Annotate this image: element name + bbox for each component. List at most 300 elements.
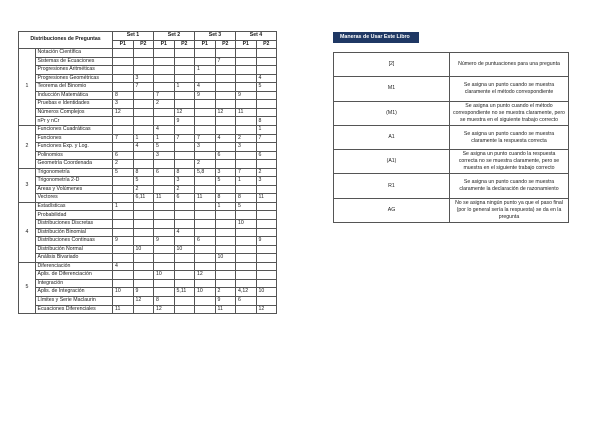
question-number-cell bbox=[195, 211, 216, 220]
question-number-cell bbox=[113, 220, 134, 229]
distribution-title: Distribuciones de Preguntas bbox=[19, 32, 113, 49]
question-number-cell bbox=[195, 117, 216, 126]
question-number-cell bbox=[174, 202, 195, 211]
table-row bbox=[19, 117, 277, 126]
question-number-cell bbox=[133, 305, 154, 314]
paper-2-header: P2 bbox=[215, 40, 236, 49]
question-number-cell bbox=[133, 279, 154, 288]
set-2-header: Set 2 bbox=[154, 32, 195, 41]
question-number-cell bbox=[133, 237, 154, 246]
table-row bbox=[19, 108, 277, 117]
topic-label: Teorema del Binomio bbox=[36, 83, 113, 92]
question-number-cell: 11 bbox=[236, 108, 257, 117]
question-number-cell bbox=[154, 220, 175, 229]
table-row bbox=[19, 185, 277, 194]
question-number-cell bbox=[113, 185, 134, 194]
question-number-cell: 7 bbox=[256, 134, 277, 143]
question-number-cell bbox=[236, 305, 257, 314]
table-row bbox=[19, 91, 277, 100]
question-number-cell bbox=[133, 100, 154, 109]
question-number-cell bbox=[154, 202, 175, 211]
question-number-cell bbox=[133, 262, 154, 271]
question-number-cell bbox=[154, 160, 175, 169]
table-row bbox=[19, 100, 277, 109]
table-row bbox=[19, 305, 277, 314]
question-number-cell bbox=[174, 143, 195, 152]
question-number-cell bbox=[133, 57, 154, 66]
question-number-cell bbox=[236, 151, 257, 160]
mark-code: R1 bbox=[334, 174, 450, 198]
question-number-cell: 2 bbox=[174, 185, 195, 194]
question-number-cell bbox=[113, 245, 134, 254]
topic-label: Aplis. de Integración bbox=[36, 288, 113, 297]
question-number-cell bbox=[113, 66, 134, 75]
table-row bbox=[19, 57, 277, 66]
question-number-cell bbox=[133, 126, 154, 135]
question-number-cell: 8 bbox=[174, 168, 195, 177]
table-row bbox=[19, 49, 277, 58]
topic-label: Ecuaciones Diferenciales bbox=[36, 305, 113, 314]
question-number-cell bbox=[236, 271, 257, 280]
question-number-cell: 2 bbox=[195, 160, 216, 169]
question-number-cell bbox=[195, 279, 216, 288]
question-number-cell: 4 bbox=[195, 83, 216, 92]
paper-1-header: P1 bbox=[236, 40, 257, 49]
question-number-cell bbox=[256, 91, 277, 100]
group-number: 3 bbox=[19, 168, 36, 202]
question-number-cell bbox=[215, 66, 236, 75]
guide-row bbox=[334, 125, 569, 149]
question-number-cell: 6 bbox=[154, 168, 175, 177]
question-number-cell bbox=[154, 57, 175, 66]
question-number-cell: 3 bbox=[236, 143, 257, 152]
question-number-cell: 8 bbox=[113, 91, 134, 100]
question-number-cell bbox=[215, 143, 236, 152]
question-number-cell: 2 bbox=[236, 134, 257, 143]
question-number-cell: 3 bbox=[195, 143, 216, 152]
question-number-cell bbox=[154, 74, 175, 83]
question-number-cell bbox=[174, 305, 195, 314]
question-number-cell: 5,11 bbox=[174, 288, 195, 297]
question-number-cell: 1 bbox=[256, 126, 277, 135]
question-number-cell: 6 bbox=[174, 194, 195, 203]
question-number-cell: 1 bbox=[133, 134, 154, 143]
question-number-cell bbox=[215, 185, 236, 194]
table-row bbox=[19, 228, 277, 237]
topic-label: Funciones bbox=[36, 134, 113, 143]
question-number-cell bbox=[154, 228, 175, 237]
question-number-cell bbox=[236, 279, 257, 288]
question-number-cell bbox=[195, 254, 216, 263]
table-row bbox=[19, 254, 277, 263]
question-number-cell: 1 bbox=[195, 66, 216, 75]
question-number-cell bbox=[256, 185, 277, 194]
question-number-cell: 7 bbox=[113, 134, 134, 143]
topic-label: Trigonometría bbox=[36, 168, 113, 177]
question-number-cell: 9 bbox=[113, 237, 134, 246]
question-number-cell bbox=[215, 117, 236, 126]
question-number-cell bbox=[174, 160, 195, 169]
question-number-cell bbox=[154, 288, 175, 297]
question-number-cell: 3 bbox=[133, 74, 154, 83]
question-number-cell: 4 bbox=[133, 143, 154, 152]
table-row bbox=[19, 66, 277, 75]
question-number-cell bbox=[236, 211, 257, 220]
question-number-cell bbox=[195, 177, 216, 186]
question-number-cell: 2 bbox=[215, 288, 236, 297]
question-number-cell bbox=[174, 91, 195, 100]
question-number-cell bbox=[174, 100, 195, 109]
question-number-cell bbox=[215, 49, 236, 58]
guide-row bbox=[334, 150, 569, 174]
question-number-cell bbox=[174, 271, 195, 280]
question-number-cell bbox=[215, 100, 236, 109]
table-row bbox=[19, 237, 277, 246]
question-number-cell bbox=[256, 245, 277, 254]
question-number-cell bbox=[256, 279, 277, 288]
question-number-cell bbox=[113, 271, 134, 280]
question-number-cell bbox=[133, 211, 154, 220]
topic-label: Análisis Bivariado bbox=[36, 254, 113, 263]
question-number-cell bbox=[215, 279, 236, 288]
question-number-cell bbox=[256, 254, 277, 263]
mark-code: (A1) bbox=[334, 150, 450, 174]
topic-label: Distribuciones Continuas bbox=[36, 237, 113, 246]
guide-title-banner: Maneras de Usar Este Libro bbox=[333, 32, 419, 43]
question-number-cell bbox=[195, 74, 216, 83]
question-number-cell: 3 bbox=[215, 168, 236, 177]
question-number-cell bbox=[256, 66, 277, 75]
question-number-cell: 9 bbox=[256, 237, 277, 246]
question-number-cell: 5 bbox=[133, 177, 154, 186]
question-number-cell: 5 bbox=[236, 202, 257, 211]
table-row bbox=[19, 202, 277, 211]
question-number-cell: 6 bbox=[256, 151, 277, 160]
question-number-cell: 3 bbox=[256, 177, 277, 186]
question-number-cell bbox=[256, 262, 277, 271]
question-number-cell: 9 bbox=[133, 288, 154, 297]
question-number-cell: 10 bbox=[256, 288, 277, 297]
topic-label: Distribuciones Discretas bbox=[36, 220, 113, 229]
question-number-cell: 6 bbox=[236, 296, 257, 305]
question-number-cell bbox=[256, 100, 277, 109]
question-number-cell bbox=[133, 91, 154, 100]
question-number-cell bbox=[236, 49, 257, 58]
question-number-cell: 11 bbox=[154, 194, 175, 203]
table-row bbox=[19, 271, 277, 280]
paper-2-header: P2 bbox=[133, 40, 154, 49]
question-number-cell bbox=[195, 108, 216, 117]
question-number-cell: 8 bbox=[256, 117, 277, 126]
question-number-cell: 10 bbox=[215, 254, 236, 263]
question-number-cell bbox=[256, 228, 277, 237]
topic-label: Inducción Matemática bbox=[36, 91, 113, 100]
mark-description: Se asigna un punto cuando se muestra claramente la respuesta correcta bbox=[450, 125, 569, 149]
question-number-cell bbox=[256, 49, 277, 58]
question-number-cell: 3 bbox=[174, 177, 195, 186]
question-number-cell bbox=[133, 151, 154, 160]
question-number-cell: 10 bbox=[195, 288, 216, 297]
table-row bbox=[19, 160, 277, 169]
question-number-cell bbox=[174, 211, 195, 220]
question-number-cell bbox=[174, 262, 195, 271]
question-number-cell: 12 bbox=[256, 305, 277, 314]
group-number: 2 bbox=[19, 126, 36, 169]
question-number-cell bbox=[113, 49, 134, 58]
question-number-cell bbox=[215, 126, 236, 135]
question-number-cell bbox=[154, 177, 175, 186]
question-number-cell bbox=[133, 117, 154, 126]
question-distribution-table bbox=[18, 31, 277, 314]
question-number-cell bbox=[256, 160, 277, 169]
question-number-cell bbox=[256, 108, 277, 117]
group-number: 4 bbox=[19, 202, 36, 262]
question-number-cell: 4 bbox=[174, 228, 195, 237]
question-number-cell: 10 bbox=[154, 271, 175, 280]
table-row bbox=[19, 177, 277, 186]
question-number-cell bbox=[236, 117, 257, 126]
guide-row bbox=[334, 53, 569, 77]
topic-label: Funciones Exp. y Log. bbox=[36, 143, 113, 152]
mark-description: Se asigna un punto cuando el método correspondiente no se muestra claramente, pero se muestra en el siguiente trabajo correcto bbox=[450, 101, 569, 125]
question-number-cell bbox=[236, 57, 257, 66]
guide-row bbox=[334, 77, 569, 101]
question-number-cell: 11 bbox=[256, 194, 277, 203]
table-row bbox=[19, 151, 277, 160]
question-number-cell bbox=[215, 74, 236, 83]
question-number-cell bbox=[195, 100, 216, 109]
question-number-cell bbox=[256, 143, 277, 152]
table-row bbox=[19, 194, 277, 203]
question-number-cell: 11 bbox=[113, 305, 134, 314]
question-number-cell bbox=[215, 160, 236, 169]
question-number-cell: 6 bbox=[215, 151, 236, 160]
question-number-cell: 6 bbox=[195, 237, 216, 246]
question-number-cell bbox=[236, 262, 257, 271]
question-number-cell: 2 bbox=[133, 185, 154, 194]
marking-guide-table bbox=[333, 52, 569, 223]
table-row bbox=[19, 211, 277, 220]
table-row bbox=[19, 245, 277, 254]
question-number-cell bbox=[236, 237, 257, 246]
question-number-cell: 12 bbox=[195, 271, 216, 280]
question-number-cell bbox=[133, 49, 154, 58]
mark-code: M1 bbox=[334, 77, 450, 101]
table-row bbox=[19, 288, 277, 297]
question-number-cell: 10 bbox=[113, 288, 134, 297]
question-number-cell bbox=[113, 74, 134, 83]
question-number-cell bbox=[236, 160, 257, 169]
question-number-cell: 6,11 bbox=[133, 194, 154, 203]
mark-description: Se asigna un punto cuando se muestra claramente el método correspondiente bbox=[450, 77, 569, 101]
table-row bbox=[19, 279, 277, 288]
group-number: 1 bbox=[19, 49, 36, 126]
paper-1-header: P1 bbox=[195, 40, 216, 49]
mark-code: A1 bbox=[334, 125, 450, 149]
topic-label: Progresiones Geométricas bbox=[36, 74, 113, 83]
mark-description: Se asigna un punto cuando la respuesta correcta no se muestra claramente, pero se muestra en el siguiente trabajo correcto bbox=[450, 150, 569, 174]
topic-label: Diferenciación bbox=[36, 262, 113, 271]
question-number-cell bbox=[256, 57, 277, 66]
question-number-cell bbox=[215, 220, 236, 229]
question-number-cell bbox=[236, 245, 257, 254]
question-number-cell bbox=[174, 74, 195, 83]
question-number-cell: 12 bbox=[215, 108, 236, 117]
topic-label: Integración bbox=[36, 279, 113, 288]
question-number-cell bbox=[236, 66, 257, 75]
question-number-cell: 3 bbox=[113, 100, 134, 109]
question-number-cell bbox=[113, 126, 134, 135]
question-number-cell: 8 bbox=[133, 168, 154, 177]
table-row bbox=[19, 220, 277, 229]
question-number-cell bbox=[174, 237, 195, 246]
topic-label: Polinomios bbox=[36, 151, 113, 160]
question-number-cell bbox=[133, 254, 154, 263]
question-number-cell: 5 bbox=[113, 168, 134, 177]
mark-code: AG bbox=[334, 198, 450, 222]
question-number-cell bbox=[174, 220, 195, 229]
question-number-cell: 8 bbox=[215, 194, 236, 203]
question-number-cell: 8 bbox=[154, 296, 175, 305]
table-row bbox=[19, 296, 277, 305]
question-number-cell bbox=[174, 49, 195, 58]
group-number: 5 bbox=[19, 262, 36, 313]
distribution-body bbox=[19, 49, 277, 314]
question-number-cell bbox=[113, 83, 134, 92]
question-number-cell bbox=[195, 202, 216, 211]
question-number-cell bbox=[154, 117, 175, 126]
question-number-cell bbox=[133, 108, 154, 117]
question-number-cell bbox=[236, 228, 257, 237]
question-number-cell bbox=[236, 100, 257, 109]
table-row bbox=[19, 262, 277, 271]
question-number-cell: 1 bbox=[236, 177, 257, 186]
question-number-cell: 7 bbox=[195, 134, 216, 143]
question-number-cell bbox=[174, 66, 195, 75]
question-number-cell: 5 bbox=[215, 177, 236, 186]
question-number-cell bbox=[154, 254, 175, 263]
question-number-cell bbox=[133, 228, 154, 237]
question-number-cell: 5,8 bbox=[195, 168, 216, 177]
question-number-cell: 1 bbox=[215, 202, 236, 211]
question-number-cell bbox=[195, 151, 216, 160]
question-number-cell bbox=[174, 151, 195, 160]
question-number-cell bbox=[113, 194, 134, 203]
question-number-cell bbox=[113, 57, 134, 66]
mark-code: [2] bbox=[334, 53, 450, 77]
question-number-cell bbox=[113, 254, 134, 263]
table-row bbox=[19, 126, 277, 135]
question-number-cell bbox=[195, 245, 216, 254]
table-row bbox=[19, 83, 277, 92]
question-number-cell bbox=[236, 254, 257, 263]
question-number-cell bbox=[174, 254, 195, 263]
topic-label: nPr y nCr bbox=[36, 117, 113, 126]
question-number-cell: 1 bbox=[113, 202, 134, 211]
topic-label: Aplis. de Diferenciación bbox=[36, 271, 113, 280]
question-number-cell bbox=[113, 117, 134, 126]
question-number-cell bbox=[236, 185, 257, 194]
question-number-cell: 9 bbox=[195, 91, 216, 100]
question-number-cell bbox=[215, 237, 236, 246]
question-number-cell bbox=[256, 220, 277, 229]
question-number-cell bbox=[256, 211, 277, 220]
topic-label: Sistemas de Ecuaciones bbox=[36, 57, 113, 66]
question-number-cell: 11 bbox=[215, 305, 236, 314]
question-number-cell bbox=[154, 262, 175, 271]
topic-label: Distribución Normal bbox=[36, 245, 113, 254]
paper-1-header: P1 bbox=[113, 40, 134, 49]
mark-description: Se asigna un punto cuando se muestra claramente la declaración de razonamiento bbox=[450, 174, 569, 198]
question-number-cell bbox=[195, 220, 216, 229]
question-number-cell bbox=[195, 228, 216, 237]
question-number-cell: 4 bbox=[113, 262, 134, 271]
topic-label: Trigonometría 2-D bbox=[36, 177, 113, 186]
question-number-cell bbox=[133, 160, 154, 169]
question-number-cell: 5 bbox=[154, 143, 175, 152]
question-number-cell bbox=[113, 228, 134, 237]
question-number-cell: 11 bbox=[195, 194, 216, 203]
question-number-cell: 5 bbox=[256, 83, 277, 92]
topic-label: Números Complejos bbox=[36, 108, 113, 117]
question-number-cell: 10 bbox=[133, 245, 154, 254]
question-number-cell bbox=[236, 126, 257, 135]
question-number-cell: 7 bbox=[236, 168, 257, 177]
question-number-cell bbox=[215, 91, 236, 100]
question-number-cell bbox=[215, 271, 236, 280]
question-number-cell bbox=[113, 211, 134, 220]
topic-label: Distribución Binomial bbox=[36, 228, 113, 237]
question-number-cell bbox=[256, 202, 277, 211]
question-number-cell bbox=[195, 262, 216, 271]
question-number-cell: 12 bbox=[113, 108, 134, 117]
question-number-cell bbox=[174, 279, 195, 288]
question-number-cell bbox=[154, 211, 175, 220]
topic-label: Límites y Serie Maclaurin bbox=[36, 296, 113, 305]
question-number-cell bbox=[154, 108, 175, 117]
paper-1-header: P1 bbox=[154, 40, 175, 49]
question-number-cell: 9 bbox=[174, 117, 195, 126]
question-number-cell bbox=[215, 211, 236, 220]
question-number-cell bbox=[113, 177, 134, 186]
question-number-cell bbox=[195, 305, 216, 314]
question-number-cell bbox=[154, 279, 175, 288]
set-4-header: Set 4 bbox=[236, 32, 277, 41]
question-number-cell bbox=[195, 185, 216, 194]
set-1-header: Set 1 bbox=[113, 32, 154, 41]
question-number-cell: 2 bbox=[256, 168, 277, 177]
question-number-cell: 7 bbox=[215, 57, 236, 66]
question-number-cell: 4 bbox=[154, 126, 175, 135]
question-number-cell bbox=[256, 271, 277, 280]
question-number-cell bbox=[154, 49, 175, 58]
question-number-cell bbox=[174, 126, 195, 135]
table-row bbox=[19, 168, 277, 177]
topic-label: Estadísticas bbox=[36, 202, 113, 211]
table-row bbox=[19, 143, 277, 152]
topic-label: Funciones Cuadráticas bbox=[36, 126, 113, 135]
question-number-cell bbox=[195, 49, 216, 58]
question-number-cell: 9 bbox=[236, 91, 257, 100]
question-number-cell bbox=[154, 66, 175, 75]
question-number-cell: 2 bbox=[154, 100, 175, 109]
question-number-cell bbox=[154, 245, 175, 254]
question-number-cell bbox=[236, 83, 257, 92]
set-3-header: Set 3 bbox=[195, 32, 236, 41]
topic-label: Pruebas e Identidades bbox=[36, 100, 113, 109]
question-number-cell bbox=[256, 296, 277, 305]
question-number-cell: 7 bbox=[174, 134, 195, 143]
